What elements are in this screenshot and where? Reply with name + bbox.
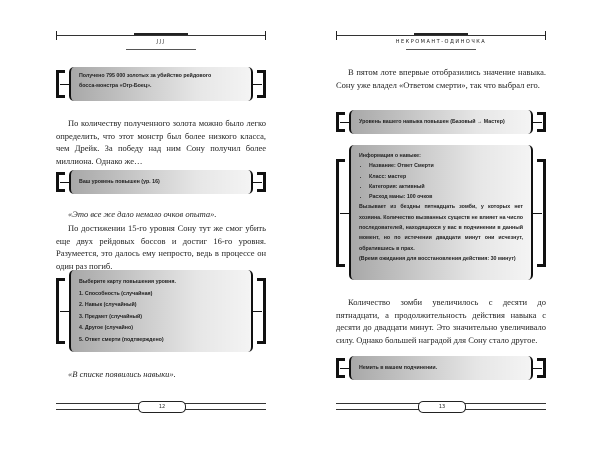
header-title: ЈЈЈ — [156, 39, 166, 45]
choice-item: 1. Способность (случайная) — [79, 290, 153, 297]
choice-item: 2. Навык (случайный) — [79, 302, 137, 308]
box-line: Немить в вашем подчинении. — [359, 365, 438, 371]
box-line: босса-монстра «Огр-Боец». — [79, 83, 152, 89]
paragraph: Количество зомби увеличилось с десяти до пятнадцати, а продолжительность действия навыка с десяти до двадцати минут. Это значительно увеличивало силу. Однако большей наградой для Сону стало другое. — [336, 297, 546, 345]
skill-attribute: • Категория: активный — [369, 182, 523, 192]
skill-attribute: • Название: Ответ Смерти — [369, 161, 523, 171]
box-line: Получено 795 000 золотых за убийство рейдового — [79, 73, 212, 79]
page-footer — [56, 400, 266, 412]
skill-attribute: • Расход маны: 100 очков — [369, 192, 523, 202]
page-number: 12 — [138, 401, 186, 413]
page-header — [56, 32, 266, 46]
paragraph: По количеству полученного золота можно было легко определить, что этот монстр был более низкого класса, чем Дрейк. За победу над ним Сону получил более миллиона. Однако же… — [56, 118, 266, 166]
box-title: Выберите карту повышения уровня. — [79, 279, 176, 285]
skill-description: Вызывает из бездны пятнадцать зомби, у которых нет хозяина. Количество вызванных существ не влияет на число последователей, находящихся у вас в подчинении в данный момент, но по истечении двадцати минут они исчезнут, обратившись в прах. — [359, 204, 523, 252]
system-message-box — [56, 170, 266, 194]
skill-info-box — [336, 145, 546, 280]
choice-item: 3. Предмет (случайный) — [79, 313, 143, 320]
paragraph: В пятом лоте впервые отобразились значение навыка. Сону уже владел «Ответом смерти», так что выбрал его. — [336, 67, 546, 90]
page-footer — [336, 400, 546, 412]
level-up-choice-box — [56, 270, 266, 352]
box-line: Уровень вашего навыка повышен (Базовый → Мастер) — [359, 119, 505, 125]
system-message-box — [336, 110, 546, 134]
system-message-box — [56, 67, 266, 101]
skill-attribute: • Класс: мастер — [369, 172, 523, 182]
right-page — [336, 0, 546, 450]
header-title: НЕКРОМАНТ-ОДИНОЧКА — [395, 39, 487, 45]
box-title: Информация о навыке: — [359, 153, 421, 159]
box-line: Ваш уровень повышен (ур. 16) — [79, 179, 160, 185]
italic-thought: «Это все же дало немало очков опыта». — [68, 209, 217, 219]
page-header — [336, 32, 546, 46]
paragraph: По достижении 15-го уровня Сону тут же смог убить еще двух рейдовых боссов и достиг 16-го уровня. Разумеется, это далось ему непросто, ведь в процессе он один раз погиб. — [56, 223, 266, 271]
page-number: 13 — [418, 401, 466, 413]
italic-thought: «В списке появились навыки». — [68, 369, 176, 379]
system-message-box — [336, 356, 546, 380]
choice-item: 5. Ответ смерти (подтверждено) — [79, 336, 164, 343]
left-page — [56, 0, 266, 450]
choice-item: 4. Другое (случайно) — [79, 325, 133, 331]
skill-cooldown: (Время ожидания для восстановления действия: 30 минут) — [359, 255, 516, 262]
